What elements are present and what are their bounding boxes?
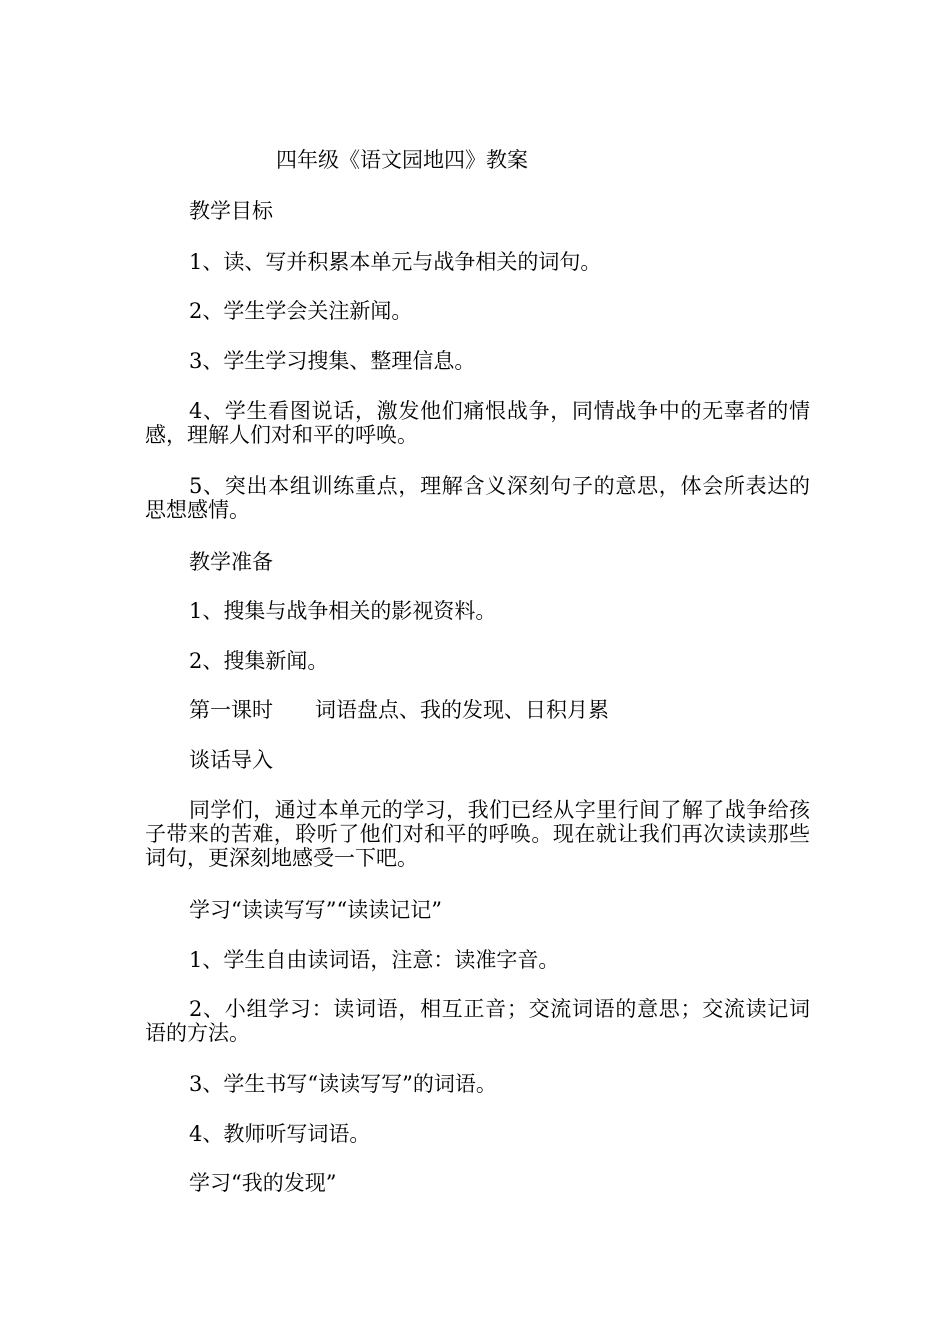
goal-item-2: 2、学生学会关注新闻。 [189,299,413,323]
prep-item-2: 2、搜集新闻。 [189,649,329,673]
heading-teaching-prep: 教学准备 [189,550,273,574]
document-title: 四年级《语文园地四》教案 [276,148,528,172]
goal-item-1: 1、读、写并积累本单元与战争相关的词句。 [189,250,602,274]
prep-item-1: 1、搜集与战争相关的影视资料。 [189,599,497,623]
goal-item-5: 5、突出本组训练重点，理解含义深刻句子的意思，体会所表达的思想感情。 [145,474,810,522]
goal-item-4: 4、学生看图说话，激发他们痛恨战争，同情战争中的无辜者的情感，理解人们对和平的呼唤。 [145,399,810,447]
step-item-4: 4、教师听写词语。 [189,1122,371,1146]
heading-my-discovery: 学习“我的发现” [189,1171,337,1195]
step-item-2: 2、小组学习：读词语，相互正音；交流词语的意思；交流读记词语的方法。 [145,997,810,1045]
heading-teaching-goals: 教学目标 [189,199,273,223]
lesson-topics: 词语盘点、我的发现、日积月累 [315,698,609,722]
lesson-number: 第一课时 [189,698,273,722]
lesson-heading [145,698,810,722]
step-item-1: 1、学生自由读词语，注意：读准字音。 [189,948,560,972]
intro-paragraph: 同学们，通过本单元的学习，我们已经从字里行间了解了战争给孩子带来的苦难，聆听了他们对和平的呼唤。现在就让我们再次读读那些词句，更深刻地感受一下吧。 [145,798,810,870]
heading-intro: 谈话导入 [189,748,273,772]
step-item-3: 3、学生书写“读读写写”的词语。 [189,1072,497,1096]
heading-read-write: 学习“读读写写”“读读记记” [189,898,442,922]
goal-item-3: 3、学生学习搜集、整理信息。 [189,349,476,373]
